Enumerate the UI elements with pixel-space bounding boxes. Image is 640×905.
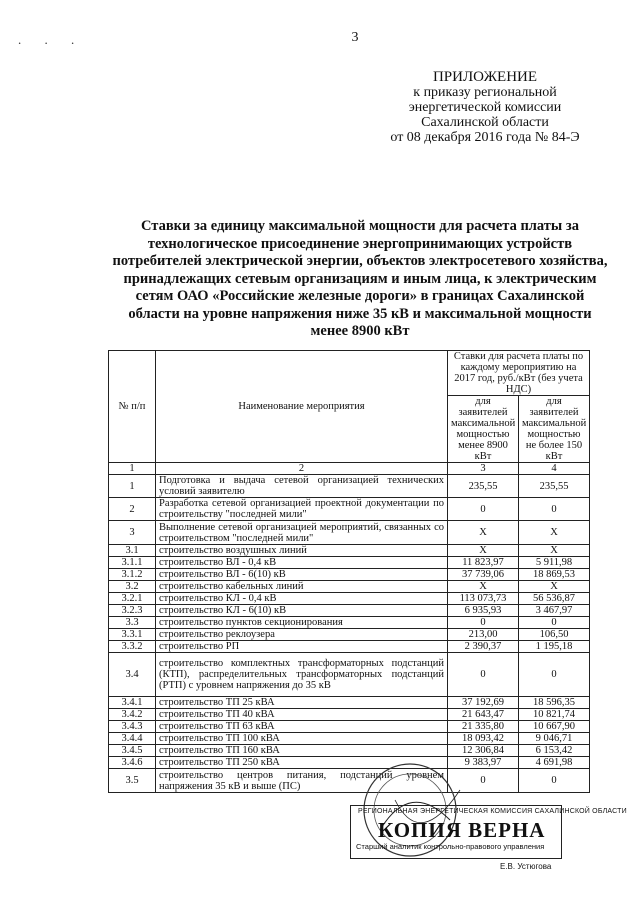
row-number-cell: 3.3.2 [109,641,156,653]
stamp-signer: Е.В. Устюгова [500,862,552,871]
row-name-cell: строительство ВЛ - 6(10) кВ [156,569,448,581]
row-value-under-150-cell: 4 691,98 [519,757,590,769]
index-cell: 3 [448,463,519,475]
column-header-under-150: для заявителей максимальной мощностью не более 150 кВт [519,396,590,463]
row-value-under-8900-cell: 12 306,84 [448,745,519,757]
row-value-under-150-cell: 5 911,98 [519,557,590,569]
row-value-under-8900-cell: 0 [448,653,519,697]
row-value-under-8900-cell: 37 192,69 [448,697,519,709]
stamp-position: Старший аналитик контрольно-правового управления [356,842,545,851]
row-number-cell: 3.4.5 [109,745,156,757]
row-number-cell: 3.1.1 [109,557,156,569]
row-name-cell: строительство ТП 100 кВА [156,733,448,745]
row-value-under-8900-cell: 0 [448,617,519,629]
row-name-cell: строительство центров питания, подстанций уровнем напряжения 35 кВ и выше (ПС) [156,769,448,793]
row-name-cell: строительство воздушных линий [156,545,448,557]
index-cell: 4 [519,463,590,475]
row-number-cell: 3.4 [109,653,156,697]
row-value-under-8900-cell: 21 643,47 [448,709,519,721]
row-value-under-8900-cell: 6 935,93 [448,605,519,617]
column-header-number: № п/п [109,351,156,463]
row-value-under-8900-cell: 9 383,97 [448,757,519,769]
table-row [109,697,590,709]
column-header-under-8900: для заявителей максимальной мощностью менее 8900 кВт [448,396,519,463]
row-value-under-8900-cell: 113 073,73 [448,593,519,605]
table-row [109,581,590,593]
row-value-under-8900-cell: X [448,521,519,545]
row-value-under-150-cell: 3 467,97 [519,605,590,617]
appendix-block [380,70,590,145]
row-value-under-150-cell: 0 [519,617,590,629]
row-value-under-150-cell: 6 153,42 [519,745,590,757]
row-value-under-150-cell: 10 667,90 [519,721,590,733]
row-number-cell: 1 [109,475,156,498]
row-name-cell: Разработка сетевой организацией проектной документации по строительству "последней мили" [156,498,448,521]
row-value-under-8900-cell: 37 739,06 [448,569,519,581]
appendix-line: энергетической комиссии [408,100,562,115]
row-value-under-150-cell: 56 536,87 [519,593,590,605]
row-number-cell: 3.2 [109,581,156,593]
row-number-cell: 3 [109,521,156,545]
table-row [109,593,590,605]
table-row [109,629,590,641]
row-value-under-150-cell: 0 [519,498,590,521]
row-value-under-8900-cell: X [448,545,519,557]
row-name-cell: строительство пунктов секционирования [156,617,448,629]
row-name-cell: Выполнение сетевой организацией мероприятий, связанных со строительством "последней мили" [156,521,448,545]
row-name-cell: строительство ТП 63 кВА [156,721,448,733]
row-number-cell: 3.5 [109,769,156,793]
row-value-under-150-cell: X [519,545,590,557]
row-number-cell: 3.4.2 [109,709,156,721]
column-header-name: Наименование мероприятия [156,351,448,463]
row-name-cell: строительство РП [156,641,448,653]
table-row [109,475,590,498]
table-row [109,641,590,653]
row-name-cell: строительство ТП 160 кВА [156,745,448,757]
row-number-cell: 3.4.4 [109,733,156,745]
table-index-row [109,463,590,475]
row-number-cell: 3.2.3 [109,605,156,617]
row-value-under-8900-cell: X [448,581,519,593]
row-value-under-150-cell: 18 596,35 [519,697,590,709]
table-row [109,733,590,745]
index-cell: 2 [156,463,448,475]
row-number-cell: 3.3 [109,617,156,629]
row-value-under-150-cell: 9 046,71 [519,733,590,745]
page-number: 3 [351,30,359,45]
row-number-cell: 3.4.6 [109,757,156,769]
row-value-under-8900-cell: 18 093,42 [448,733,519,745]
row-value-under-8900-cell: 0 [448,498,519,521]
row-name-cell: строительство ВЛ - 0,4 кВ [156,557,448,569]
appendix-line: Сахалинской области [421,115,549,130]
appendix-line: от 08 декабря 2016 года № 84-Э [390,130,580,145]
row-value-under-8900-cell: 235,55 [448,475,519,498]
scan-marks: . . . [18,32,85,47]
table-row [109,498,590,521]
document-title: Ставки за единицу максимальной мощности для расчета платы за технологическое присоединение энергопринимающих устройств потребителей электрической энергии, объектов электросетевого хозяйства, принадлежащих сетевым организациям и иным лица, к электрическим сетям ОАО «Российские железные дороги» в границах Сахалинской области на уровне напряжения ниже 35 кВ и максимальной мощности менее 8900 кВт [112,218,608,339]
index-cell: 1 [109,463,156,475]
row-value-under-8900-cell: 2 390,37 [448,641,519,653]
stamp-organization: РЕГИОНАЛЬНАЯ ЭНЕРГЕТИЧЕСКАЯ КОМИССИЯ САХАЛИНСКОЙ ОБЛАСТИ [358,808,627,815]
table-row [109,569,590,581]
row-value-under-8900-cell: 11 823,97 [448,557,519,569]
stamp-title: КОПИЯ ВЕРНА [378,818,546,842]
row-value-under-150-cell: 18 869,53 [519,569,590,581]
table-row [109,721,590,733]
row-value-under-8900-cell: 0 [448,769,519,793]
appendix-line: ПРИЛОЖЕНИЕ [432,69,538,85]
row-value-under-150-cell: X [519,521,590,545]
table-row [109,557,590,569]
row-value-under-8900-cell: 213,00 [448,629,519,641]
table-row [109,745,590,757]
row-name-cell: строительство ТП 25 кВА [156,697,448,709]
row-number-cell: 3.1 [109,545,156,557]
column-header-group: Ставки для расчета платы по каждому мероприятию на 2017 год, руб./кВт (без учета НДС) [448,351,590,396]
row-number-cell: 3.4.3 [109,721,156,733]
row-name-cell: строительство КЛ - 6(10) кВ [156,605,448,617]
row-number-cell: 3.2.1 [109,593,156,605]
row-number-cell: 3.1.2 [109,569,156,581]
row-name-cell: строительство реклоузера [156,629,448,641]
row-value-under-8900-cell: 21 335,80 [448,721,519,733]
row-name-cell: строительство КЛ - 0,4 кВ [156,593,448,605]
row-value-under-150-cell: 106,50 [519,629,590,641]
table-row [109,709,590,721]
row-name-cell: строительство ТП 40 кВА [156,709,448,721]
table-row [109,521,590,545]
row-number-cell: 3.4.1 [109,697,156,709]
row-number-cell: 2 [109,498,156,521]
row-value-under-150-cell: 0 [519,769,590,793]
row-value-under-150-cell: 10 821,74 [519,709,590,721]
row-value-under-150-cell: 0 [519,653,590,697]
row-value-under-150-cell: X [519,581,590,593]
table-row [109,653,590,697]
appendix-line: к приказу региональной [413,85,557,100]
row-name-cell: строительство ТП 250 кВА [156,757,448,769]
table-row [109,545,590,557]
row-number-cell: 3.3.1 [109,629,156,641]
table-row [109,617,590,629]
rates-table [108,350,590,793]
row-name-cell: строительство кабельных линий [156,581,448,593]
row-value-under-150-cell: 1 195,18 [519,641,590,653]
table-row [109,605,590,617]
row-name-cell: строительство комплектных трансформаторных подстанций (КТП), распределительных трансформаторных подстанций (РТП) с уровнем напряжения до 35 кВ [156,653,448,697]
row-value-under-150-cell: 235,55 [519,475,590,498]
table-header-row [109,351,590,396]
row-name-cell: Подготовка и выдача сетевой организацией технических условий заявителю [156,475,448,498]
